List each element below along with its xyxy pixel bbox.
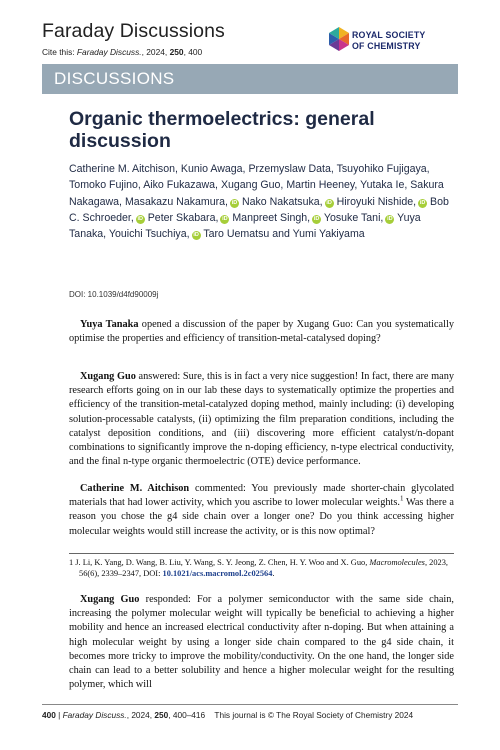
- author-name: Manpreet Singh,: [232, 211, 311, 224]
- journal-title: Faraday Discussions: [42, 20, 225, 42]
- page-footer: [42, 710, 413, 720]
- author-name: Aiko Fukazawa,: [143, 179, 218, 192]
- publisher-line-1: ROYAL SOCIETY: [352, 30, 426, 40]
- author-name: Youichi Tsuchiya,: [108, 228, 190, 241]
- publisher-logo[interactable]: [327, 26, 457, 56]
- author-name: Kunio Awaga,: [180, 163, 246, 175]
- author-name: Nako Nakatsuka,: [241, 195, 323, 208]
- reference-doi-link[interactable]: 10.1021/acs.macromol.2c02564: [162, 569, 273, 579]
- speaker-name: Xugang Guo: [80, 594, 140, 605]
- section-banner-label: DISCUSSIONS: [54, 69, 175, 88]
- footer-copyright: This journal is © The Royal Society of Chemistry 2024: [214, 710, 414, 720]
- author-name: Taro Uematsu and Yumi Yakiyama: [203, 228, 365, 241]
- author-name: Sakura Nakagawa,: [69, 179, 444, 208]
- orcid-icon[interactable]: iD: [193, 232, 199, 239]
- footer-separator: |: [55, 710, 63, 720]
- cite-page: , 400: [183, 47, 203, 57]
- author-name: Tsuyohiko Fujigaya,: [336, 163, 430, 175]
- orcid-icon[interactable]: iD: [313, 215, 320, 222]
- author-name: Yosuke Tani,: [323, 211, 384, 224]
- author-name: Yuya Tanaka,: [69, 211, 421, 241]
- author-name: Przemyslaw Data,: [248, 163, 334, 175]
- publisher-name: [352, 30, 425, 51]
- paragraph-text: opened a discussion of the paper by Xugang Guo: Can you systematically optimise the properties and efficiency of transition-metal-catalysed doping?: [69, 319, 454, 345]
- speaker-name: Yuya Tanaka: [80, 319, 139, 330]
- reference-authors: 1 J. Li, K. Yang, D. Wang, B. Liu, Y. Wang, S. Y. Jeong, Z. Chen, H. Y. Woo and X. Guo,: [69, 558, 370, 567]
- author-name: Bob C. Schroeder,: [69, 195, 449, 224]
- speaker-name: Xugang Guo: [80, 371, 136, 382]
- reference-divider: [69, 553, 454, 554]
- orcid-icon[interactable]: iD: [231, 199, 238, 206]
- paragraph-text: commented: You previously made shorter-chain glycolated materials that had lower activity, which you ascribe to lower molecular weights.: [69, 483, 454, 509]
- orcid-icon[interactable]: iD: [222, 215, 228, 222]
- paragraph-3: [69, 482, 454, 539]
- paragraph-4: [69, 593, 454, 692]
- cite-year: , 2024,: [141, 47, 170, 57]
- reference-journal: Macromolecules: [369, 558, 425, 567]
- orcid-icon[interactable]: iD: [137, 215, 144, 222]
- paragraph-text-continued: Was there a reason you chose the g4 side chain over a longer one? Do you think accessing higher molecular weights would still increase the activity, or is this now optimal?: [69, 497, 454, 537]
- author-name: Xugang Guo,: [220, 179, 284, 192]
- paragraph-1: [69, 318, 454, 346]
- cite-prefix: Cite this:: [42, 47, 77, 57]
- doi[interactable]: DOI: 10.1039/d4fd90009j: [69, 290, 159, 299]
- orcid-icon[interactable]: iD: [387, 215, 393, 222]
- reference-details: , 2023, 56(6), 2339–2347, DOI:: [79, 558, 448, 579]
- footer-volume: 250: [154, 710, 169, 720]
- section-banner: [42, 64, 458, 94]
- author-list: [69, 161, 449, 242]
- cite-journal: Faraday Discuss.: [76, 47, 142, 57]
- paragraph-2: [69, 370, 454, 469]
- publisher-line-2: OF CHEMISTRY: [352, 40, 421, 51]
- author-name: Peter Skabara,: [147, 211, 219, 224]
- page-number: 400: [42, 710, 56, 720]
- reference-1: [69, 557, 454, 579]
- author-name: Tomoko Fujino,: [69, 179, 141, 192]
- footer-pages: , 400–416: [168, 710, 206, 720]
- footnote-marker[interactable]: 1: [399, 494, 404, 503]
- footer-journal: Faraday Discuss.: [62, 710, 127, 720]
- paragraph-text: answered: Sure, this is in fact a very nice suggestion! In fact, there are many research efforts going on in our lab these days to systematically optimize the properties and efficiency of the transition-metal-catalyzed doping method, mainly including: (i) developing solution-processable catalysts, (ii) optimizing the film preparation conditions, including the catalyst deposition conditions, and (iii) discovering more efficient catalyst/n-dopant combinations to significantly improve the n-doping efficiency, n-type electrical conductivity, and the final n-type organic thermoelectric (OTE) device performance.: [69, 371, 455, 468]
- rsc-hexagon-icon: [327, 26, 351, 54]
- orcid-icon[interactable]: iD: [326, 199, 332, 206]
- footer-gap: [205, 710, 214, 720]
- speaker-name: Catherine M. Aitchison: [80, 483, 190, 494]
- author-name: Hiroyuki Nishide,: [336, 195, 417, 208]
- orcid-icon[interactable]: iD: [419, 199, 426, 206]
- author-name: Yutaka Ie,: [360, 179, 408, 192]
- author-name: Martin Heeney,: [286, 179, 358, 192]
- paragraph-text: responded: For a polymer semiconductor with the same side chain, increasing the polymer molecular weight will typically be beneficial to achieving a higher mobility and hence an increased electrical conductivity after n-doping. But when attaining a high molecular weight by using a longer side chain compared to the g4 side chain, it becomes more tricky to improve the mobility/conductivity. On the one hand, the longer side chain can lead to a better solubility and hence a higher molecular weight for the resulting polymer, which will: [69, 594, 455, 691]
- cite-volume: 250: [169, 47, 184, 57]
- footer-year: , 2024,: [126, 710, 155, 720]
- article-title: Organic thermoelectrics: general discussion: [69, 108, 375, 152]
- author-name: Catherine M. Aitchison,: [69, 163, 178, 175]
- cite-line: [42, 47, 202, 57]
- footer-divider: [42, 704, 458, 705]
- reference-end: .: [272, 569, 275, 579]
- author-name: Masakazu Nakamura,: [124, 195, 228, 208]
